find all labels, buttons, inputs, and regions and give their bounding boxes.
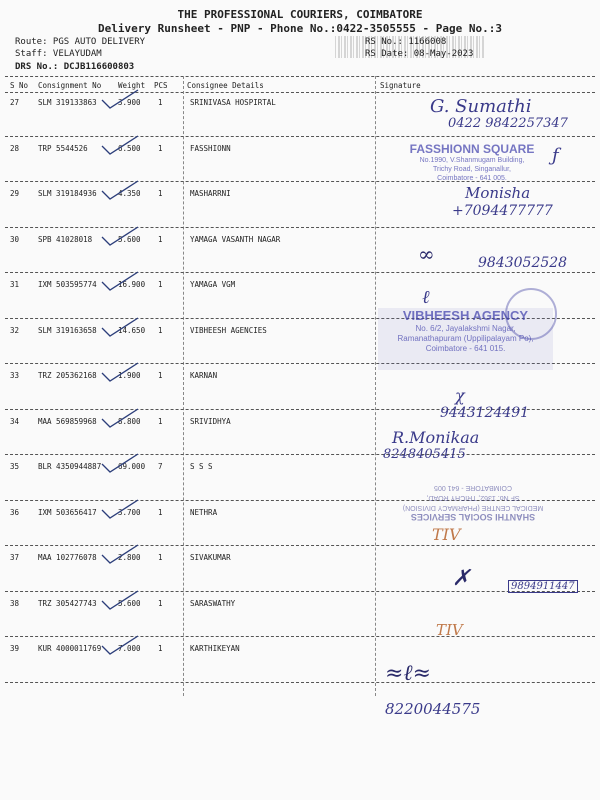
sig-r30-scribble: ∞	[418, 242, 435, 266]
row-separator	[5, 682, 595, 683]
row-consignee: NETHRA	[190, 507, 218, 517]
row-consignee: MASHARRNI	[190, 189, 231, 198]
sig-r34-phone: 8248405415	[383, 447, 466, 462]
sig-r29-name: Monisha	[465, 184, 531, 202]
row-consignee: KARNAN	[190, 371, 218, 380]
stamp-vibheesh-line2: Ramanathapuram (Uppilipalayam Po),	[397, 334, 534, 343]
stamp-vibheesh-line3: Coimbatore - 641 015.	[425, 344, 506, 353]
row-consignee: YAMAGA VASANTH NAGAR	[190, 234, 281, 244]
row-consignee: S S S	[190, 462, 213, 471]
stamp-shanthi-line2: MEDICAL CENTRE (PHARMACY DIVISION)	[402, 504, 544, 511]
row-consignee: SARASWATHY	[190, 598, 236, 608]
col-consignee: Consignee Details	[187, 81, 264, 90]
stamp-fasshionn-line1: No.1990, V.Shanmugam Building,	[419, 157, 525, 164]
row-sno: 32	[10, 325, 20, 335]
row-separator	[5, 591, 595, 592]
stamp-shanthi	[378, 462, 568, 522]
check-tick-icon	[100, 179, 140, 205]
check-tick-icon	[100, 361, 140, 387]
row-consignee: SIVAKUMAR	[190, 553, 231, 562]
row-consignment: MAA 102776078	[38, 553, 97, 562]
row-consignee: SRIVIDHYA	[190, 416, 231, 426]
row-sno: 38	[10, 598, 20, 608]
column-divider	[183, 76, 184, 696]
row-consignment: BLR 4350944887	[38, 462, 102, 471]
drs-number: DRS No.: DCJB116600803	[15, 62, 135, 72]
sig-r28-scribble: ƒ	[552, 145, 559, 166]
check-tick-icon	[100, 316, 140, 342]
sig-r30-phone: 9843052528	[478, 255, 568, 271]
stamp-shanthi-line4: COIMBATORE - 641 005	[434, 484, 512, 491]
staff-label: Staff: VELAYUDAM	[15, 49, 102, 59]
row-pcs: 1	[158, 598, 163, 608]
row-weight: 7.000	[118, 644, 141, 653]
row-sno: 33	[10, 371, 20, 380]
row-weight: 69.000	[118, 462, 146, 471]
row-separator	[5, 454, 595, 455]
row-sno: 35	[10, 462, 20, 471]
row-separator	[5, 272, 595, 273]
row-consignment: KUR 4000011769	[38, 644, 102, 653]
check-tick-icon	[100, 134, 140, 160]
stamp-vibheesh-title: VIBHEESH AGENCY	[402, 308, 529, 323]
row-separator	[5, 636, 595, 637]
row-pcs: 1	[158, 189, 163, 198]
row-pcs: 1	[158, 143, 163, 153]
row-pcs: 1	[158, 98, 163, 107]
row-weight: 6.500	[118, 143, 141, 153]
header-rule-bottom	[5, 92, 595, 93]
sig-r33-phone: 9443124491	[440, 405, 530, 421]
sig-r31-scribble: ℓ	[422, 287, 430, 308]
check-tick-icon	[100, 225, 140, 251]
row-pcs: 1	[158, 234, 163, 244]
col-pcs: PCS	[154, 81, 168, 90]
row-sno: 34	[10, 416, 20, 426]
rs-date: RS Date: 08-May-2023	[365, 49, 474, 59]
check-tick-icon	[100, 543, 140, 569]
row-weight: 16.900	[118, 280, 146, 289]
check-tick-icon	[100, 452, 140, 478]
row-weight: 5.600	[118, 234, 141, 244]
stamp-vibheesh-line1: No. 6/2, Jayalakshmi Nagar,	[415, 324, 516, 333]
col-weight: Weight	[118, 81, 146, 90]
row-pcs: 1	[158, 507, 163, 517]
stamp-shanthi-line3: SF No. 1362, TRICHY ROAD,	[426, 494, 520, 501]
stamp-fasshionn-title: FASSHIONN SQUARE	[409, 142, 535, 156]
row-consignee: VIBHEESH AGENCIES	[190, 325, 267, 335]
check-tick-icon	[100, 88, 140, 114]
sig-r27-name: G. Sumathi	[430, 96, 532, 117]
stamp-fasshionn	[392, 142, 552, 184]
stamp-shanthi-line1: SHANTHI SOCIAL SERVICES	[410, 512, 536, 522]
row-consignment: TRZ 305427743	[38, 598, 97, 608]
sig-r34-name: R.Monikaa	[392, 428, 480, 447]
row-pcs: 1	[158, 644, 163, 653]
row-sno: 28	[10, 143, 20, 153]
row-sno: 31	[10, 280, 20, 289]
row-sno: 27	[10, 98, 20, 107]
row-consignment: TRP 5544526	[38, 143, 88, 153]
row-consignment: SPB 41028018	[38, 234, 93, 244]
row-consignee: SRINIVASA HOSPIRTAL	[190, 98, 276, 107]
row-pcs: 1	[158, 416, 163, 426]
sig-r36-initials: TIV	[432, 525, 461, 544]
row-weight: 4.350	[118, 189, 141, 198]
row-weight: 1.900	[118, 371, 141, 380]
row-separator	[5, 136, 595, 137]
check-tick-icon	[100, 498, 140, 524]
row-sno: 37	[10, 553, 20, 562]
row-sno: 30	[10, 234, 20, 244]
col-consignment: Consignment No	[38, 81, 102, 90]
sig-r37-scribble: ✗	[452, 566, 471, 591]
row-consignee: KARTHIKEYAN	[190, 644, 240, 653]
row-weight: 8.800	[118, 416, 141, 426]
row-weight: 3.900	[118, 98, 141, 107]
row-sno: 36	[10, 507, 20, 517]
row-consignment: SLM 319133863	[38, 98, 97, 107]
row-consignee: FASSHIONN	[190, 143, 231, 153]
round-seal	[505, 288, 557, 340]
row-consignee: YAMAGA VGM	[190, 280, 236, 289]
col-signature: Signature	[380, 81, 421, 90]
header-rule-top	[5, 76, 595, 77]
row-pcs: 7	[158, 462, 163, 471]
route-label: Route: PGS AUTO DELIVERY	[15, 37, 146, 47]
row-consignment: IXM 503595774	[38, 280, 97, 289]
row-separator	[5, 227, 595, 228]
col-sno: S No	[10, 81, 29, 90]
row-weight: 3.700	[118, 507, 141, 517]
row-pcs: 1	[158, 371, 163, 380]
check-tick-icon	[100, 407, 140, 433]
check-tick-icon	[100, 634, 140, 660]
row-sno: 39	[10, 644, 20, 653]
row-consignment: SLM 319184936	[38, 189, 97, 198]
row-weight: 5.600	[118, 598, 141, 608]
row-consignment: MAA 569859968	[38, 416, 97, 426]
stamp-fasshionn-line3: Coimbatore - 641 005.	[437, 175, 507, 182]
row-consignment: IXM 503656417	[38, 507, 97, 517]
sig-r33-scribble: χ	[455, 386, 465, 405]
sig-r27-phone: 0422 9842257347	[448, 116, 568, 131]
row-consignment: TRZ 205362168	[38, 371, 97, 380]
rs-number: RS No.: 1166008	[365, 37, 447, 47]
row-sno: 29	[10, 189, 20, 198]
sig-r39-phone: 8220044575	[385, 700, 481, 718]
row-weight: 2.800	[118, 553, 141, 562]
sig-r37-phone: 9894911447	[508, 580, 578, 593]
row-pcs: 1	[158, 553, 163, 562]
row-pcs: 1	[158, 280, 163, 289]
sig-r38-initials: TIV	[436, 621, 463, 639]
row-consignment: SLM 319163658	[38, 325, 97, 335]
row-separator	[5, 545, 595, 546]
check-tick-icon	[100, 270, 140, 296]
runsheet-title: Delivery Runsheet - PNP - Phone No.:0422-3505555 - Page No.:3	[98, 22, 502, 35]
stamp-fasshionn-line2: Trichy Road, Singanallur,	[433, 166, 511, 173]
check-tick-icon	[100, 589, 140, 615]
company-title: THE PROFESSIONAL COURIERS, COIMBATORE	[177, 8, 423, 21]
sig-r29-phone: +7094477777	[452, 203, 553, 219]
sig-r39-scribble: ≈ℓ≈	[385, 661, 432, 686]
row-weight: 14.650	[118, 325, 146, 335]
column-divider	[375, 76, 376, 696]
row-pcs: 1	[158, 325, 163, 335]
